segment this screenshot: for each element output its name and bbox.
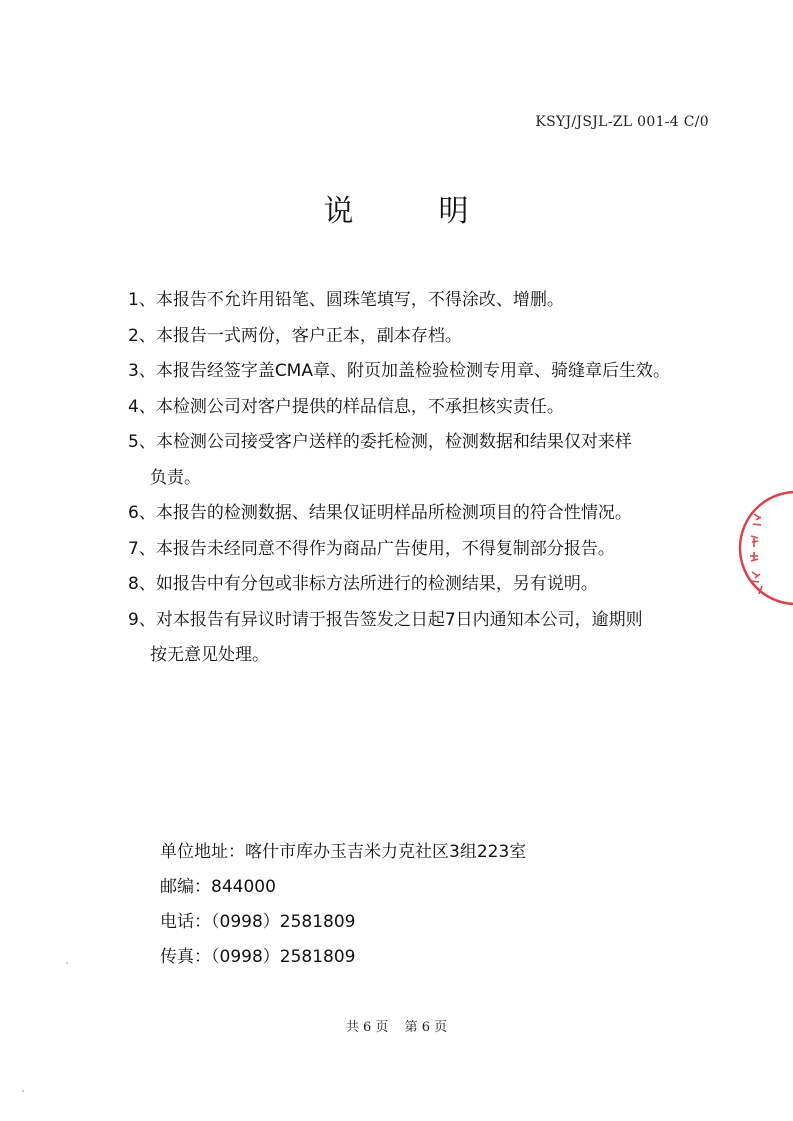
note-text: 6、本报告的检测数据、结果仅证明样品所检测项目的符合性情况。 [128,503,632,523]
note-item [128,603,728,674]
title-char-2: 明 [438,194,470,229]
note-text: 1、本报告不允许用铅笔、圆珠笔填写，不得涂改、增删。 [128,290,564,310]
footer-current-page: 第 6 页 [404,1020,448,1035]
note-item [128,390,728,426]
note-text: 9、对本报告有异议时请于报告签发之日起7日内通知本公司，逾期则 [128,609,643,630]
page-title [0,186,793,230]
page-footer [0,1016,793,1035]
scan-speck [22,1090,24,1092]
seal-ring-icon [740,492,793,604]
note-continuation: 负责。 [150,467,201,488]
note-item [128,496,728,532]
scan-speck [66,962,68,964]
contact-fax: 传真：（0998）2581809 [160,947,356,967]
contact-block [160,835,526,975]
note-item [128,283,728,319]
note-text: 2、本报告一式两份，客户正本，副本存档。 [128,325,462,346]
note-item [128,425,728,496]
note-text: 3、本报告经签字盖CMA章、附页加盖检验检测专用章、骑缝章后生效。 [128,361,670,381]
document-number: KSYJ/JSJL-ZL 001-4 C/0 [535,114,709,130]
seal-stamp-icon [736,488,793,608]
note-text: 5、本检测公司接受客户送样的委托检测，检测数据和结果仅对来样 [128,432,632,452]
note-text: 7、本报告未经同意不得作为商品广告使用，不得复制部分报告。 [128,538,615,559]
contact-address: 单位地址：喀什市库办玉吉米力克社区3组223室 [160,842,527,862]
footer-total-pages: 共 6 页 [345,1020,389,1035]
notes-list [128,283,728,674]
note-continuation: 按无意见处理。 [150,645,269,665]
title-char-1: 说 [323,194,355,229]
note-item [128,319,728,355]
note-item [128,567,728,603]
contact-postcode: 邮编：844000 [160,877,276,897]
note-item [128,354,728,390]
note-item [128,532,728,568]
contact-phone: 电话：（0998）2581809 [160,912,356,932]
note-text: 8、如报告中有分包或非标方法所进行的检测结果，另有说明。 [128,574,598,594]
note-text: 4、本检测公司对客户提供的样品信息，不承担核实责任。 [128,396,564,417]
